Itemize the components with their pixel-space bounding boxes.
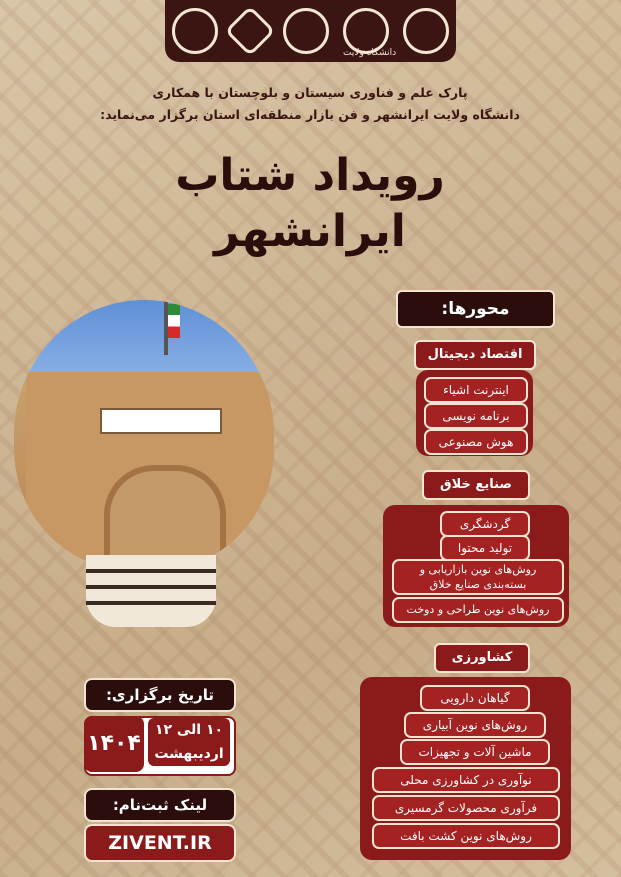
flag-icon [168,304,180,338]
intro-line-1: پارک علم و فناوری سیستان و بلوچستان با همکاری [152,85,468,100]
bulb-base-icon [86,555,216,627]
list-item: اینترنت اشیاء [424,377,528,403]
title-line-2: ایرانشهر [214,206,406,257]
list-item: ماشین آلات و تجهیزات [400,739,550,765]
list-item: هوش مصنوعی [424,429,528,455]
flame-logo-icon [225,6,276,57]
building-photo [14,300,274,570]
page-title [100,148,520,260]
logo-caption: دانشگاه ولایت [343,48,397,58]
list-item: روش‌های نوین بازاریابی و بسته‌بندی صنایع خلاق [392,559,564,595]
gear-logo-icon [172,8,218,54]
event-month: اردیبهشت [154,746,224,762]
group-title-agriculture: کشاورزی [434,643,530,673]
event-year: ۱۴۰۴ [84,716,144,772]
date-label: تاریخ برگزاری: [84,678,236,712]
registration-label: لینک ثبت‌نام: [84,788,236,822]
event-day-range: ۱۰ الی ۱۲ [154,722,224,738]
intro-line-2: دانشگاه ولایت ایرانشهر و فن بازار منطقه‌ای استان برگزار می‌نماید: [100,107,520,122]
list-item: گیاهان دارویی [420,685,530,711]
logo-bar [165,0,456,62]
group-title-creative-industries: صنایع خلاق [422,470,530,500]
list-item: برنامه نویسی [424,403,528,429]
list-item: روش‌های نوین کشت بافت [372,823,560,849]
list-item: روش‌های نوین طراحی و دوخت [392,597,564,623]
building-sign [100,408,222,434]
registration-link[interactable]: ZIVENT.IR [84,824,236,862]
title-line-1: رویداد شتاب [175,150,445,201]
list-item: فرآوری محصولات گرمسیری [372,795,560,821]
group-title-digital-economy: اقتصاد دیجیتال [414,340,536,370]
axes-header: محورها: [396,290,555,328]
list-item: نوآوری در کشاورزی محلی [372,767,560,793]
intro-text [90,82,530,126]
diamond-logo-icon [403,8,449,54]
list-item: روش‌های نوین آبیاری [404,712,546,738]
list-item: تولید محتوا [440,535,530,561]
list-item: گردشگری [440,511,530,537]
event-days [148,718,230,766]
swirl-logo-icon [283,8,329,54]
